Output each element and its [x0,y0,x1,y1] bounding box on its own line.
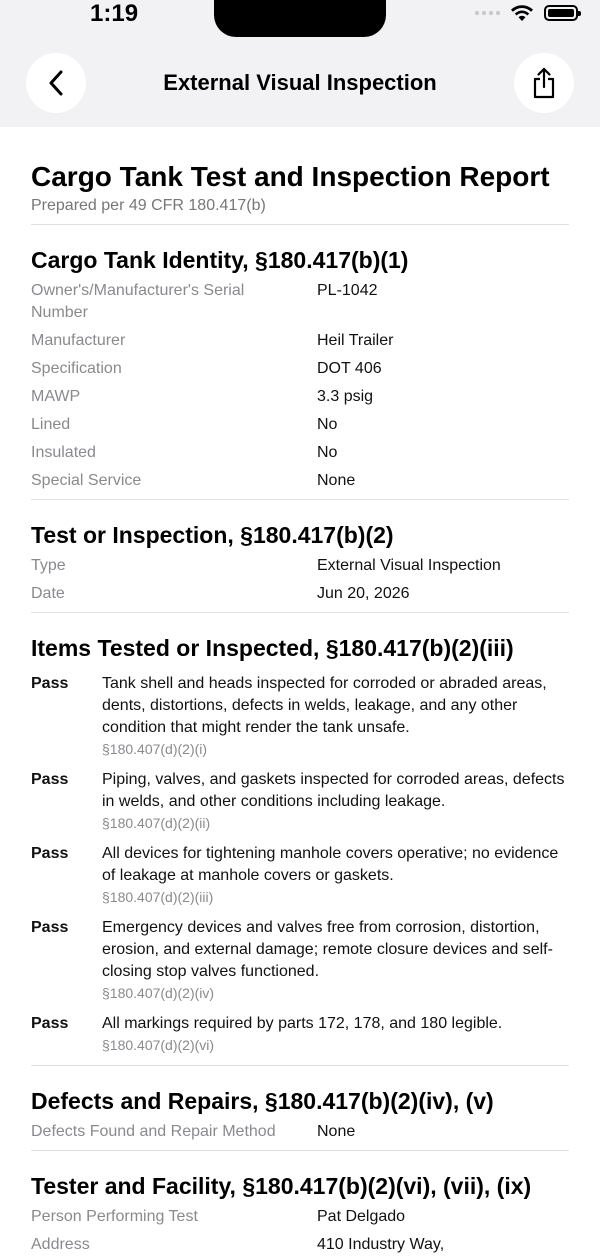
section-title-identity: Cargo Tank Identity, §180.417(b)(1) [31,247,409,273]
field-value: Jun 20, 2026 [317,585,410,602]
field-value: 410 Industry Way, [317,1236,445,1253]
divider [31,224,569,225]
status-time: 1:19 [90,0,139,27]
section-title-tester: Tester and Facility, §180.417(b)(2)(vi), (vii), (ix) [31,1173,532,1199]
divider [31,612,569,613]
test-rows [31,552,569,608]
field-value: External Visual Inspection [317,557,501,574]
field-value: DOT 406 [317,360,382,377]
item-reference: §180.407(d)(2)(iv) [102,985,215,1001]
field-row [31,580,569,608]
list-item [31,673,569,759]
result-label: Pass [31,845,69,862]
field-row [31,467,569,495]
item-reference: §180.407(d)(2)(iii) [102,889,214,905]
report-subtitle: Prepared per 49 CFR 180.417(b) [31,197,266,214]
list-item [31,917,569,1003]
section-title-defects: Defects and Repairs, §180.417(b)(2)(iv), (v) [31,1088,494,1114]
field-label: Special Service [31,472,142,489]
field-label: Insulated [31,444,96,461]
field-label: Address [31,1236,90,1253]
battery-icon [544,5,578,21]
result-label: Pass [31,771,69,788]
divider [31,1065,569,1066]
field-row [31,1231,569,1259]
field-row [31,383,569,411]
nav-title: External Visual Inspection [163,70,437,95]
item-reference: §180.407(d)(2)(ii) [102,815,211,831]
report-title: Cargo Tank Test and Inspection Report [31,161,550,192]
field-row [31,411,569,439]
result-label: Pass [31,919,69,936]
field-value: 3.3 psig [317,388,374,405]
field-row [31,1203,569,1231]
field-value: No [317,416,338,433]
field-value: No [317,444,338,461]
field-label: Lined [31,416,71,433]
divider [31,1150,569,1151]
defects-rows [31,1118,569,1146]
field-row [31,439,569,467]
field-value: PL-1042 [317,282,378,299]
field-row [31,355,569,383]
section-title-test: Test or Inspection, §180.417(b)(2) [31,522,394,548]
item-description: Piping, valves, and gaskets inspected for corroded areas, defects in welds, and other conditions including leakage. [102,771,565,810]
list-item [31,1013,569,1055]
list-item [31,769,569,833]
items-list [31,673,569,1055]
field-label: Date [31,585,65,602]
list-item [31,843,569,907]
field-value: Pat Delgado [317,1208,406,1225]
item-description: Emergency devices and valves free from corrosion, distortion, erosion, and external damage; remote closure devices and self-closing stop valves functioned. [102,919,553,980]
item-description: All markings required by parts 172, 178, and 180 legible. [102,1015,503,1032]
chevron-left-icon [48,70,64,96]
result-label: Pass [31,675,69,692]
back-button[interactable] [26,53,86,113]
field-value: Heil Trailer [317,332,394,349]
share-icon [531,67,557,99]
field-row [31,1118,569,1146]
status-indicators [475,4,578,22]
field-label: MAWP [31,388,81,405]
item-description: Tank shell and heads inspected for corroded or abraded areas, dents, distortions, defects in welds, leakage, and any other condition that might render the tank unsafe. [102,675,547,736]
field-row [31,327,569,355]
field-label: Manufacturer [31,332,126,349]
field-label: Owner's/Manufacturer's Serial Number [31,282,245,321]
item-description: All devices for tightening manhole covers operative; no evidence of leakage at manhole covers or gaskets. [102,845,559,884]
result-label: Pass [31,1015,69,1032]
top-bar [0,0,600,127]
wifi-icon [510,4,534,22]
field-label: Type [31,557,66,574]
report-content[interactable] [31,160,569,1259]
field-value: None [317,472,356,489]
field-label: Person Performing Test [31,1208,198,1225]
identity-rows [31,277,569,495]
field-row [31,277,569,327]
divider [31,499,569,500]
tester-rows [31,1203,569,1259]
section-title-items: Items Tested or Inspected, §180.417(b)(2)(iii) [31,635,514,661]
cellular-signal-icon [475,11,500,15]
share-button[interactable] [514,53,574,113]
field-row [31,552,569,580]
field-label: Specification [31,360,122,377]
item-reference: §180.407(d)(2)(i) [102,741,208,757]
item-reference: §180.407(d)(2)(vi) [102,1037,215,1053]
field-value: None [317,1123,356,1140]
field-label: Defects Found and Repair Method [31,1123,276,1140]
dynamic-island [214,0,386,37]
